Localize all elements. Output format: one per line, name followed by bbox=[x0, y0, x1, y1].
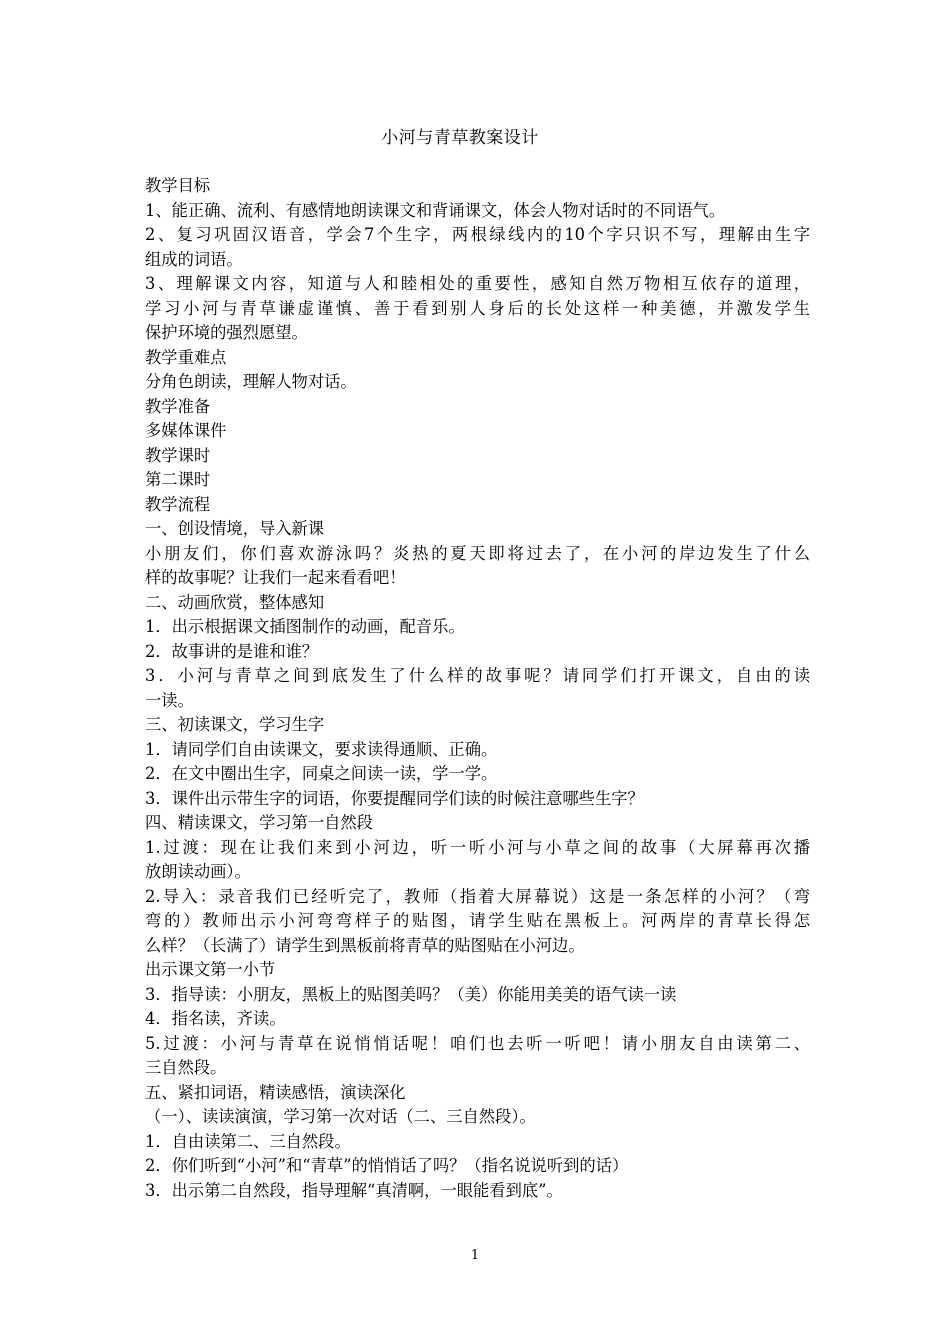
body-line: 3、理解课文内容，知道与人和睦相处的重要性，感知自然万物相互依存的道理， bbox=[145, 274, 810, 293]
body-line: 学习小河与青草谦虚谨慎、善于看到别人身后的长处这样一种美德，并激发学生 bbox=[145, 298, 810, 318]
section-heading: 四、精读课文，学习第一自然段 bbox=[145, 813, 373, 832]
body-line: 3．出示第二自然段，指导理解“真清啊，一眼能看到底”。 bbox=[145, 1180, 563, 1200]
body-line: 5.过渡：小河与青草在说悄悄话呢！咱们也去听一听吧！请小朋友自由读第二、 bbox=[145, 1033, 810, 1053]
body-line: 1．自由读第二、三自然段。 bbox=[145, 1131, 351, 1151]
page-number: 1 bbox=[470, 1248, 480, 1263]
subsection-heading: （一）、读读演演，学习第一次对话（二、三自然段）。 bbox=[145, 1107, 536, 1126]
body-line: 3．小河与青草之间到底发生了什么样的故事呢？请同学们打开课文，自由的读 bbox=[145, 666, 810, 685]
section-heading: 一、创设情境，导入新课 bbox=[145, 519, 325, 538]
body-line: 2．你们听到“小河”和“青草”的悄悄话了吗？（指名说说听到的话） bbox=[145, 1156, 629, 1175]
body-line: 1、能正确、流利、有感情地朗读课文和背诵课文，体会人物对话时的不同语气。 bbox=[145, 200, 726, 220]
body-line: 组成的词语。 bbox=[145, 249, 243, 269]
body-line: 一读。 bbox=[145, 690, 194, 710]
document-body bbox=[145, 174, 810, 1203]
heading-class-hours: 教学课时 bbox=[145, 445, 211, 465]
body-line: 2、复习巩固汉语音，学会7个生字，两根绿线内的10个字只识不写，理解由生字 bbox=[145, 225, 810, 244]
body-line: 4．指名读，齐读。 bbox=[145, 1009, 286, 1028]
body-line: 么样？（长满了）请学生到黑板前将青草的贴图贴在小河边。 bbox=[145, 935, 585, 955]
body-line: 第二课时 bbox=[145, 470, 211, 489]
section-heading: 五、紧扣词语，精读感悟，演读深化 bbox=[145, 1082, 406, 1102]
body-line: 多媒体课件 bbox=[145, 421, 227, 440]
body-line: 分角色朗读，理解人物对话。 bbox=[145, 372, 357, 391]
body-line: 2.导入：录音我们已经听完了，教师（指着大屏幕说）这是一条怎样的小河？（弯 bbox=[145, 886, 810, 906]
body-line: 1.过渡：现在让我们来到小河边，听一听小河与小草之间的故事（大屏幕再次播 bbox=[145, 837, 810, 857]
body-line: 三自然段。 bbox=[145, 1058, 227, 1077]
body-line: 1．出示根据课文插图制作的动画，配音乐。 bbox=[145, 617, 465, 636]
body-line: 3．课件出示带生字的词语，你要提醒同学们读的时候注意哪些生字？ bbox=[145, 788, 644, 808]
section-heading: 二、动画欣赏，整体感知 bbox=[145, 592, 325, 612]
heading-key-points: 教学重难点 bbox=[145, 347, 227, 367]
body-line: 2．在文中圈出生字，同桌之间读一读，学一学。 bbox=[145, 764, 498, 783]
heading-teaching-process: 教学流程 bbox=[145, 494, 211, 514]
heading-preparation: 教学准备 bbox=[145, 396, 211, 416]
body-line: 1．请同学们自由读课文，要求读得通顺、正确。 bbox=[145, 739, 498, 759]
document-title: 小河与青草教案设计 bbox=[381, 128, 539, 148]
body-line: 样的故事呢？让我们一起来看看吧！ bbox=[145, 568, 406, 587]
body-line: 放朗读动画）。 bbox=[145, 862, 251, 881]
body-line: 保护环境的强烈愿望。 bbox=[145, 323, 308, 342]
body-line: 小朋友们，你们喜欢游泳吗？炎热的夏天即将过去了，在小河的岸边发生了什么 bbox=[145, 543, 810, 563]
section-heading: 三、初读课文，学习生字 bbox=[145, 715, 325, 734]
body-line: 出示课文第一小节 bbox=[145, 960, 276, 979]
body-line: 3．指导读：小朋友，黑板上的贴图美吗？（美）你能用美美的语气读一读 bbox=[145, 984, 677, 1004]
body-line: 2．故事讲的是谁和谁？ bbox=[145, 641, 319, 661]
body-line: 弯的）教师出示小河弯弯样子的贴图，请学生贴在黑板上。河两岸的青草长得怎 bbox=[145, 911, 810, 930]
heading-teaching-goals: 教学目标 bbox=[145, 176, 211, 195]
